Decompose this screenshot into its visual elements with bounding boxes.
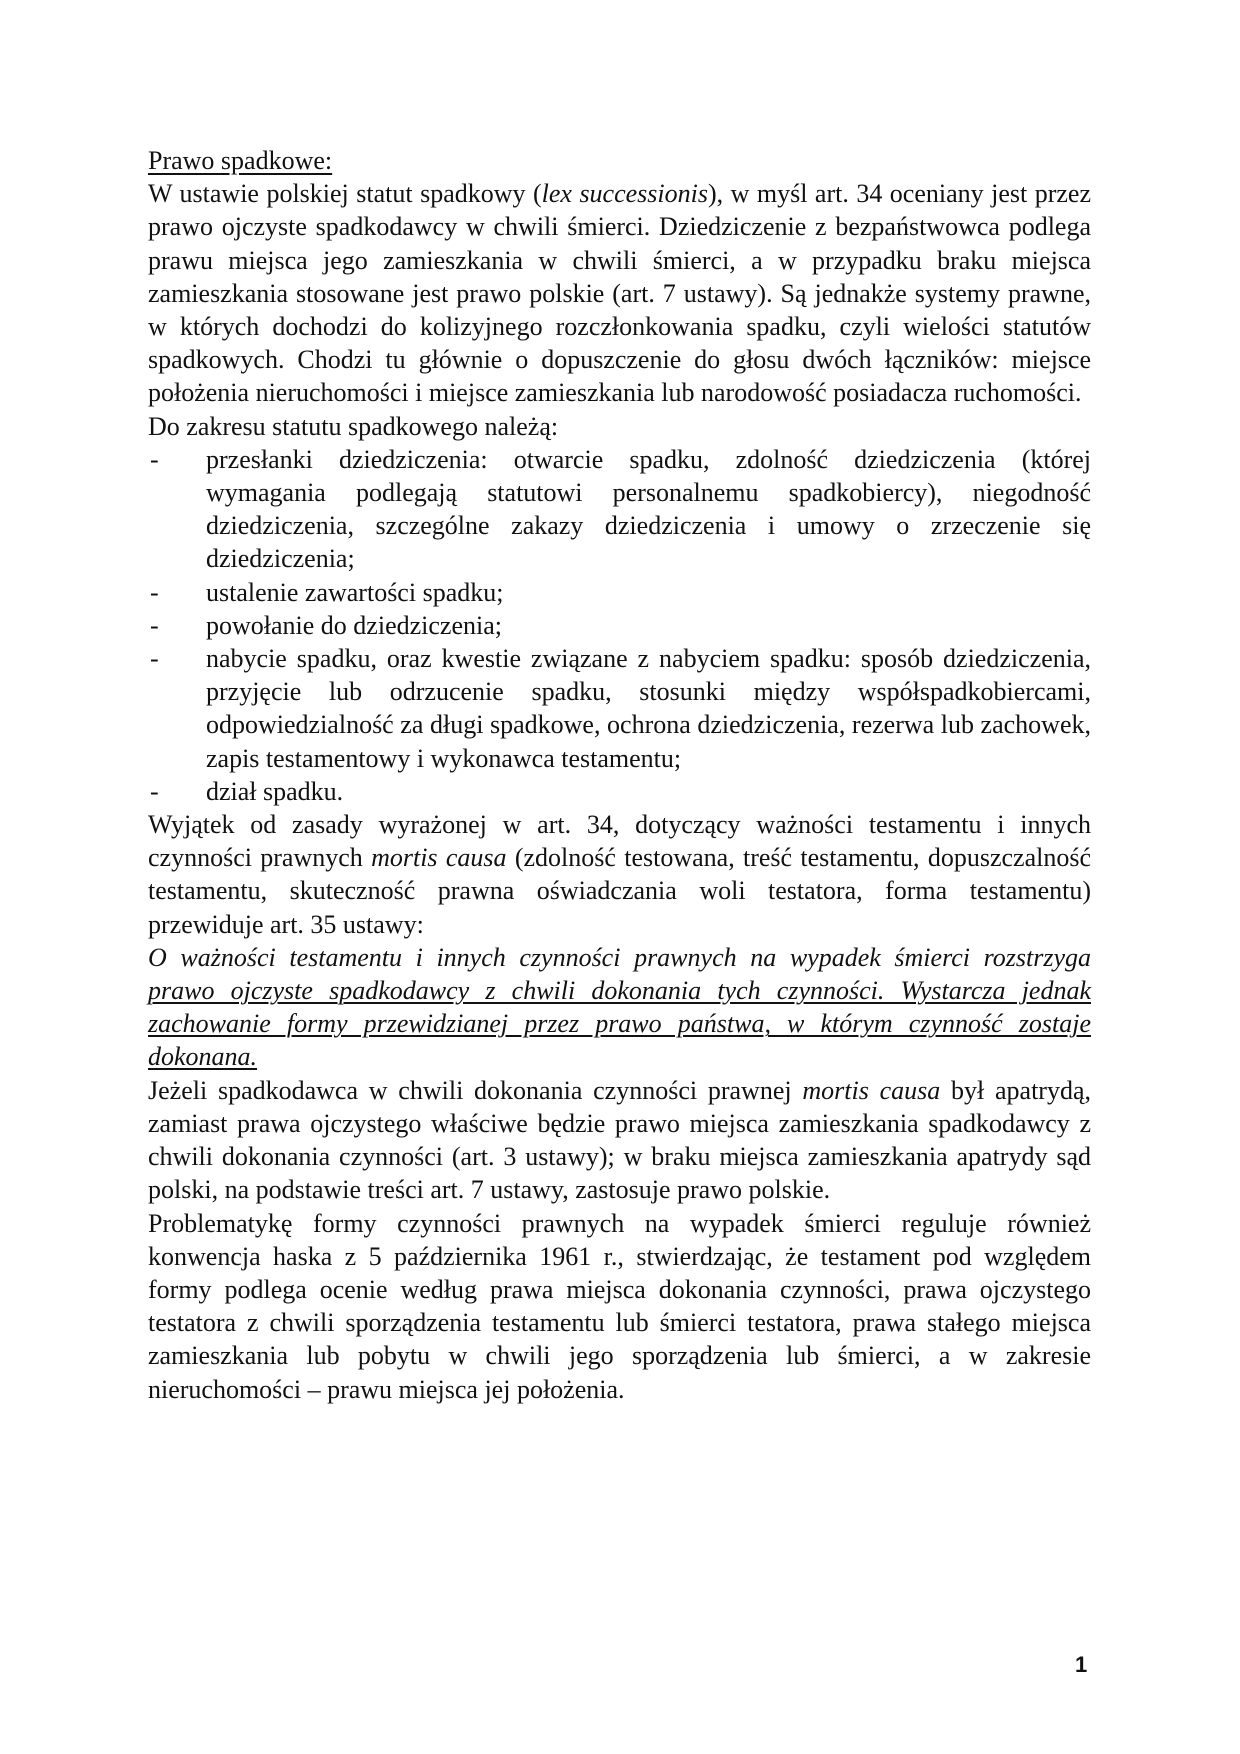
scope-list [148,443,1091,808]
document-page [148,144,1091,1406]
page-number: 1 [1075,1652,1088,1677]
paragraph-statut-spadkowy [148,177,1091,409]
latin-term: mortis causa [802,1075,941,1105]
paragraph-hague-convention: Problematykę formy czynności prawnych na wypadek śmierci reguluje również konwencja haska z 5 października 1961 r., stwierdzając, że testament pod względem formy podlega ocenie według prawa miejsca dokonania czynności, prawa ojczystego testatora z chwili sporządzenia testamentu lub śmierci testatora, prawa stałego miejsca zamieszkania lub pobytu w chwili jego sporządzenia lub śmierci, a w zakresie nieruchomości – prawu miejsca jej położenia. [148,1208,1091,1404]
quote-text: O ważności testamentu i innych czynności prawnych na wypadek śmierci rozstrzyga [148,942,1091,972]
paragraph-text: Wyjątek od zasady wyrażonej w art. 34, dotyczący ważności testamentu i innych czynności prawnych [148,810,1091,873]
latin-term: lex successionis [541,179,708,209]
paragraph-exception [148,808,1091,941]
paragraph-text: ), w myśl art. 34 oceniany jest przez prawo ojczyste spadkodawcy w chwili śmierci. Dziedziczenie z bezpaństwowca podlega prawu miejsca jego zamieszkania w chwili śmierci, a w przypadku braku miejsca zamieszkania stosowane jest prawo polskie (art. 7 ustawy). Są jednakże systemy prawne, w których dochodzi do kolizyjnego rozczłonkowania spadku, czyli wielości statutów spadkowych. Chodzi tu głównie o dopuszczenie do głosu dwóch łączników: miejsce położenia nieruchomości i miejsce zamieszkania lub narodowość posiadacza ruchomości. [148,179,1091,408]
paragraph-apatryda [148,1074,1091,1207]
list-item: - ustalenie zawartości spadku; [148,576,1091,609]
quote-underlined-text: prawo ojczyste spadkodawcy z chwili dokonania tych czynności. Wystarcza jednak zachowanie formy przewidzianej przez prawo państwa, w którym czynność zostaje dokonana. [148,976,1091,1072]
list-item: - nabycie spadku, oraz kwestie związane z nabyciem spadku: sposób dziedziczenia, przyjęcie lub odrzucenie spadku, stosunki między współspadkobiercami, odpowiedzialność za długi spadkowe, ochrona dziedziczenia, rezerwa lub zachowek, zapis testamentowy i wykonawca testamentu; [148,642,1091,775]
paragraph-text: (zdolność testowana, treść testamentu, dopuszczalność testamentu, skuteczność prawna oświadczania woli testatora, forma testamentu) przewiduje art. 35 ustawy: [148,843,1091,939]
paragraph-text: W ustawie polskiej statut spadkowy ( [148,179,542,209]
statute-quote [148,941,1091,1074]
list-item: - przesłanki dziedziczenia: otwarcie spadku, zdolność dziedziczenia (której wymagania podlegają statutowi personalnemu spadkobiercy), niegodność dziedziczenia, szczególne zakazy dziedziczenia i umowy o zrzeczenie się dziedziczenia; [148,443,1091,576]
document-title: Prawo spadkowe: [148,146,333,175]
paragraph-text: był apatrydą, zamiast prawa ojczystego właściwe będzie prawo miejsca zamieszkania spadkodawcy z chwili dokonania czynności (art. 3 ustawy); w braku miejsca zamieszkania apatrydy sąd polski, na podstawie treści art. 7 ustawy, zastosuje prawo polskie. [148,1075,1092,1205]
list-item: - dział spadku. [148,775,1091,808]
list-intro: Do zakresu statutu spadkowego należą: [148,411,559,441]
latin-term: mortis causa [371,843,507,873]
paragraph-text: Jeżeli spadkodawca w chwili dokonania czynności prawnej [148,1075,803,1105]
list-item: - powołanie do dziedziczenia; [148,609,1091,642]
